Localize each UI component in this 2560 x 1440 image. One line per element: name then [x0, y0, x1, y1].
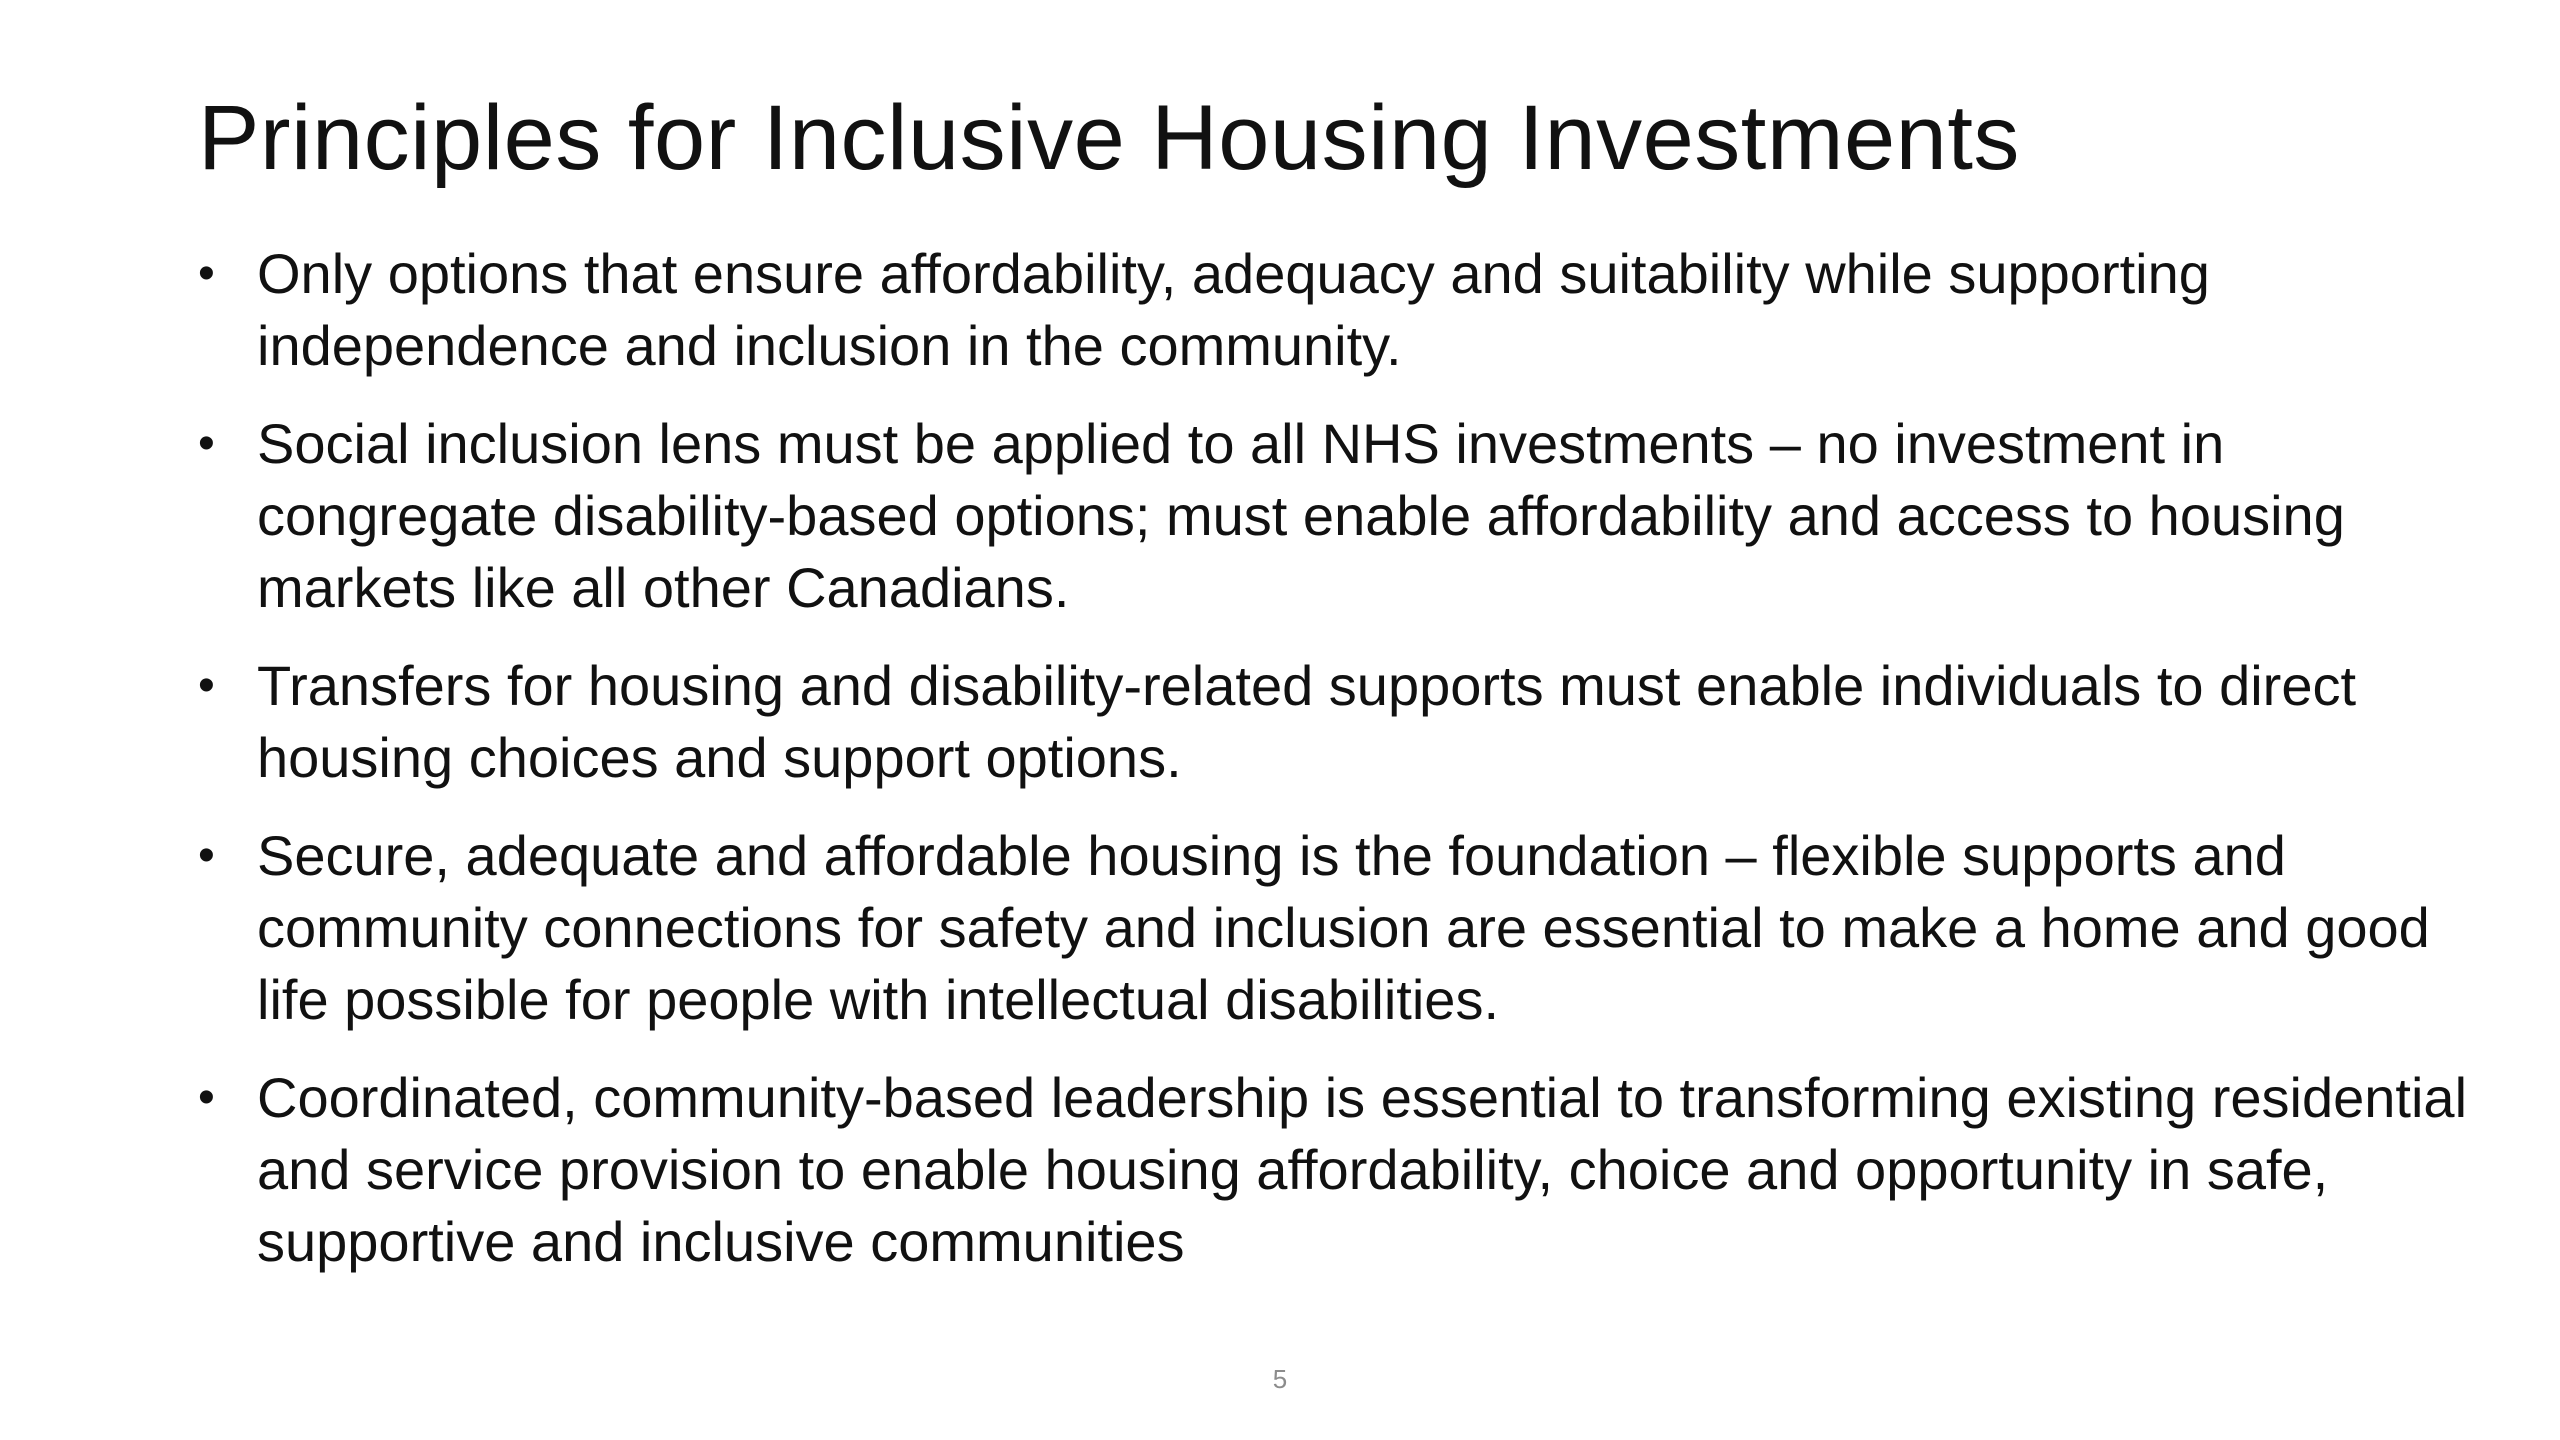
bullet-marker-icon: • — [198, 247, 215, 300]
bullet-marker-icon: • — [198, 1071, 215, 1124]
bullet-item — [198, 238, 2508, 382]
bullet-text: Secure, adequate and affordable housing is the foundation – flexible supports and community connections for safety and inclusion are essential to make a home and good life possible for people with intellectual disabilities. — [257, 824, 2430, 1031]
bullet-text: Social inclusion lens must be applied to all NHS investments – no investment in congregate disability-based options; must enable affordability and access to housing markets like all other Canadians. — [257, 412, 2345, 619]
bullet-marker-icon: • — [198, 659, 215, 712]
bullet-text: Transfers for housing and disability-related supports must enable individuals to direct housing choices and support options. — [257, 654, 2357, 789]
bullet-marker-icon: • — [198, 829, 215, 882]
bullet-text: Only options that ensure affordability, adequacy and suitability while supporting independence and inclusion in the community. — [257, 242, 2210, 377]
page-number: 5 — [1272, 1364, 1288, 1394]
bullet-text: Coordinated, community-based leadership is essential to transforming existing residential and service provision to enable housing affordability, choice and opportunity in safe, supportive and inclusive communities — [257, 1066, 2468, 1273]
bullet-marker-icon: • — [198, 417, 215, 470]
bullet-list — [198, 238, 2508, 1304]
bullet-item — [198, 650, 2508, 794]
slide-title: Principles for Inclusive Housing Investments — [198, 87, 2020, 189]
bullet-item — [198, 1062, 2508, 1278]
bullet-item — [198, 408, 2508, 624]
bullet-item — [198, 820, 2508, 1036]
